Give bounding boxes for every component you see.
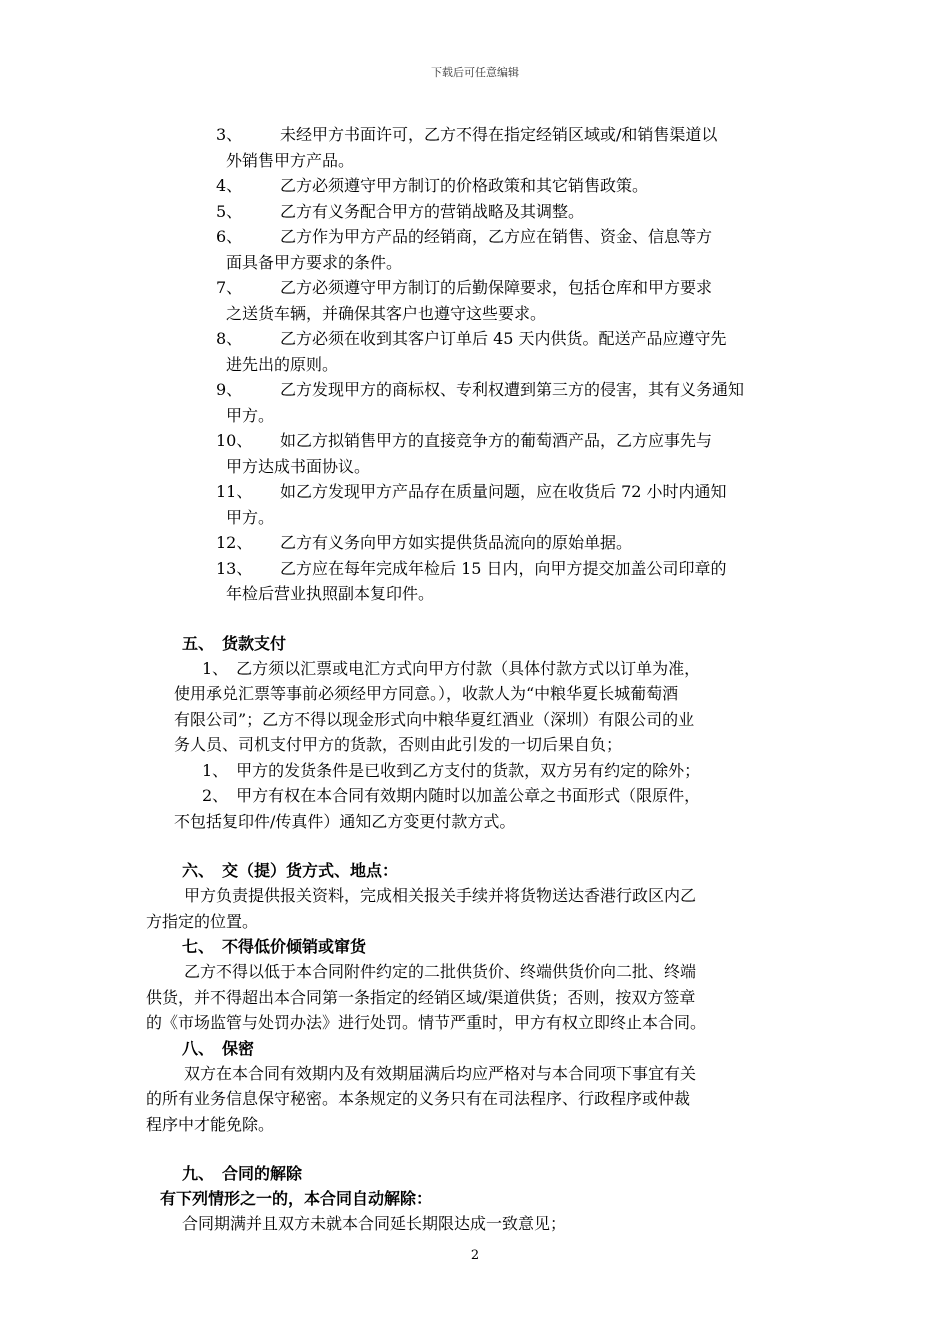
section-5-para-1 [174,656,834,758]
page-number: 2 [470,1248,480,1263]
item-text-line: 甲方。 [226,507,275,527]
section-5-heading: 五、 货款支付 [182,633,287,653]
text-line: 甲方负责提供报关资料，完成相关报关手续并将货物送达香港行政区内乙 [168,886,697,905]
text-line: 乙方不得以低于本合同附件约定的二批供货价、终端供货价向二批、终端 [168,962,697,981]
item-number: 4、 [216,176,243,195]
list-item [216,122,806,173]
item-text-line: 未经甲方书面许可，乙方不得在指定经销区域或/和销售渠道以 [280,125,718,144]
item-text-line: 乙方必须遵守甲方制订的后勤保障要求，包括仓库和甲方要求 [280,278,713,297]
section-6-heading: 六、 交（提）货方式、地点： [182,861,399,880]
list-item [216,428,806,479]
item-number: 6、 [216,227,243,246]
section-8-heading: 八、 保密 [182,1038,255,1058]
item-number: 11、 [216,482,253,501]
text-line: 供货，并不得超出本合同第一条指定的经销区域/渠道供货；否则，按双方签章 [146,987,696,1007]
document-body [0,122,950,1237]
text-line: 务人员、司机支付甲方的货款，否则由此引发的一切后果自负； [174,735,623,754]
list-item [216,224,806,275]
section-9-para: 合同期满并且双方未就本合同延长期限达成一致意见； [182,1214,567,1233]
item-text-line: 乙方发现甲方的商标权、专利权遭到第三方的侵害，其有义务通知 [280,380,745,399]
item-text-line: 乙方作为甲方产品的经销商，乙方应在销售、资金、信息等方 [280,227,713,246]
list-item [216,199,806,225]
text-line: 方指定的位置。 [146,911,259,931]
item-number: 7、 [216,278,243,297]
text-line: 程序中才能免除。 [146,1114,275,1134]
list-item [216,530,806,556]
item-number: 3、 [216,125,243,144]
text-line: 不包括复印件/传真件）通知乙方变更付款方式。 [174,811,516,831]
section-9-subheading: 有下列情形之一的，本合同自动解除： [160,1189,433,1208]
section-8-para [146,1061,806,1138]
item-text-line: 甲方达成书面协议。 [226,456,371,476]
item-text-line: 外销售甲方产品。 [226,150,355,170]
list-item [216,326,806,377]
obligation-list [0,122,950,607]
item-text-line: 如乙方发现甲方产品存在质量问题，应在收货后 72 小时内通知 [280,482,727,501]
section-6-para [146,883,806,934]
section-5-para-3 [174,783,834,834]
text-line: 双方在本合同有效期内及有效期届满后均应严格对与本合同项下事宜有关 [168,1063,697,1083]
list-item [216,173,806,199]
item-text-line: 之送货车辆，并确保其客户也遵守这些要求。 [226,303,547,323]
section-7-heading: 七、 不得低价倾销或窜货 [182,937,367,956]
item-number: 12、 [216,533,253,552]
text-line: 有限公司”；乙方不得以现金形式向中粮华夏红酒业（深圳）有限公司的业 [174,709,695,729]
list-item [216,479,806,530]
text-line: 2、 甲方有权在本合同有效期内随时以加盖公章之书面形式（限原件， [186,786,701,805]
item-number: 5、 [216,201,243,221]
list-item [216,377,806,428]
item-text-line: 乙方有义务配合甲方的营销战略及其调整。 [280,201,585,221]
section-5-para-2: 1、 甲方的发货条件是已收到乙方支付的货款，双方另有约定的除外； [186,760,701,780]
item-text-line: 年检后营业执照副本复印件。 [226,584,435,603]
item-text-line: 面具备甲方要求的条件。 [226,252,403,272]
item-text-line: 甲方。 [226,405,275,425]
item-text-line: 乙方必须在收到其客户订单后 45 天内供货。配送产品应遵守先 [280,329,727,348]
list-item [216,275,806,326]
item-number: 13、 [216,558,253,578]
section-9-heading: 九、 合同的解除 [182,1164,303,1183]
text-line: 的所有业务信息保守秘密。本条规定的义务只有在司法程序、行政程序或仲裁 [146,1089,691,1108]
item-text-line: 乙方必须遵守甲方制订的价格政策和其它销售政策。 [280,176,649,195]
item-number: 8、 [216,329,243,348]
list-item [216,556,806,607]
item-number: 10、 [216,431,253,450]
item-text-line: 乙方应在每年完成年检后 15 日内，向甲方提交加盖公司印章的 [280,558,727,578]
item-text-line: 如乙方拟销售甲方的直接竞争方的葡萄酒产品，乙方应事先与 [280,431,713,450]
text-line: 使用承兑汇票等事前必须经甲方同意。），收款人为“中粮华夏长城葡萄酒 [174,684,679,703]
section-7-para [146,959,806,1036]
text-line: 的《市场监管与处罚办法》进行处罚。情节严重时，甲方有权立即终止本合同。 [146,1013,707,1032]
item-text-line: 乙方有义务向甲方如实提供货品流向的原始单据。 [280,533,633,552]
page-header: 下载后可任意编辑 [431,66,519,79]
text-line: 1、 乙方须以汇票或电汇方式向甲方付款（具体付款方式以订单为准， [186,658,701,678]
item-number: 9、 [216,380,243,399]
item-text-line: 进先出的原则。 [226,354,339,374]
